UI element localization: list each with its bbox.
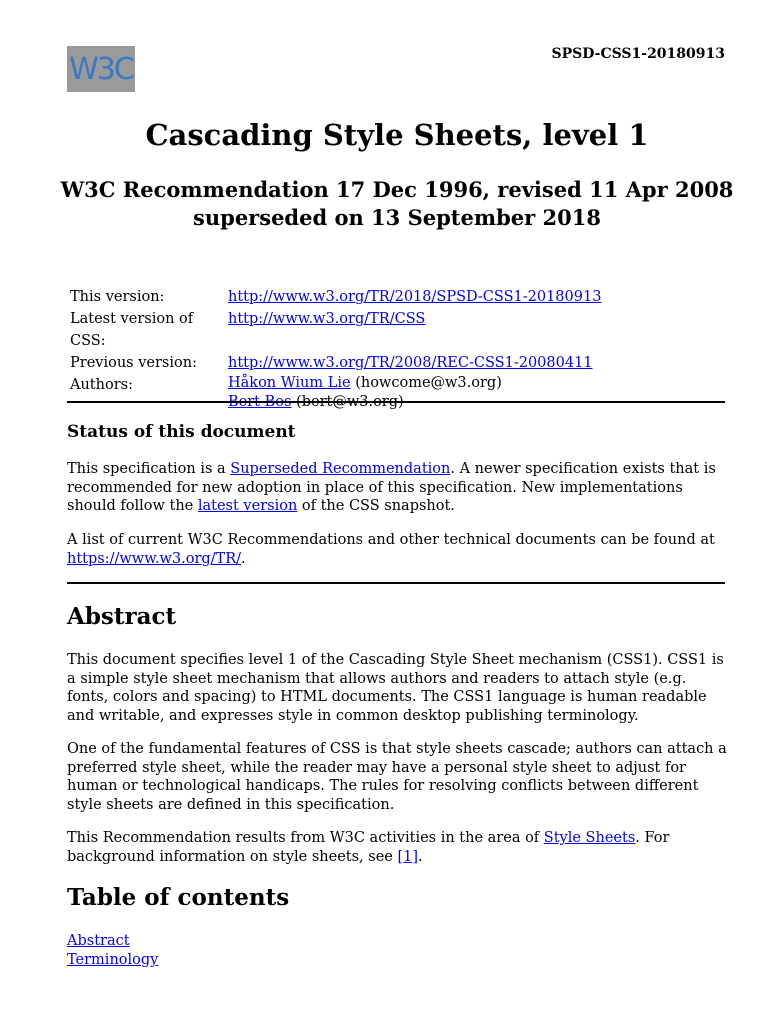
- divider: [67, 401, 725, 403]
- w3c-logo[interactable]: [67, 46, 135, 92]
- subtitle-line-1: W3C Recommendation 17 Dec 1996, revised 11 Apr 2008: [60, 177, 734, 202]
- version-info-table: [70, 286, 605, 412]
- abstract-paragraph-3: [67, 829, 727, 866]
- w3c-logo-text: W3C: [69, 51, 133, 87]
- document-id: SPSD-CSS1-20180913: [551, 46, 725, 62]
- status-text: of the CSS snapshot.: [297, 498, 455, 514]
- abstract-text: This Recommendation results from W3C activities in the area of: [67, 830, 544, 846]
- author-link-bos[interactable]: Bert Bos: [228, 394, 292, 410]
- toc-list: [67, 932, 158, 970]
- author-email: (bert@w3.org): [296, 394, 404, 410]
- page-title: Cascading Style Sheets, level 1: [145, 118, 649, 152]
- w3c-tr-link[interactable]: https://www.w3.org/TR/: [67, 550, 242, 567]
- status-text: This specification is a: [67, 461, 231, 477]
- reference-1-link[interactable]: [1]: [397, 848, 419, 865]
- this-version-row: [70, 286, 605, 308]
- author-link-lie[interactable]: Håkon Wium Lie: [228, 375, 351, 391]
- author-email: (howcome@w3.org): [355, 375, 502, 391]
- status-text: . A newer specification exists that is recommended for new adoption in place of this specification. New implementations should follow the: [67, 461, 716, 514]
- status-paragraph-2: [67, 531, 727, 568]
- style-sheets-link[interactable]: Style Sheets: [543, 830, 636, 846]
- latest-version-label: Latest version of CSS:: [70, 311, 194, 349]
- toc-item-abstract[interactable]: Abstract: [67, 933, 130, 949]
- abstract-paragraph-2: One of the fundamental features of CSS is that style sheets cascade; authors can attach a preferred style sheet, while the reader may have a personal style sheet to adjust for human or technological handicaps. The rules for resolving conflicts between different style sheets are defined in this specification.: [67, 741, 727, 813]
- divider: [67, 582, 725, 584]
- previous-version-link[interactable]: http://www.w3.org/TR/2008/REC-CSS1-20080411: [228, 355, 593, 371]
- this-version-label: This version:: [70, 289, 165, 305]
- authors-label: Authors:: [70, 377, 133, 393]
- previous-version-row: [70, 352, 605, 374]
- superseded-recommendation-link[interactable]: Superseded Recommendation: [230, 461, 451, 477]
- previous-version-label: Previous version:: [70, 355, 197, 371]
- authors-row: [70, 374, 605, 412]
- author-entry: [228, 374, 601, 393]
- toc-item-terminology[interactable]: Terminology: [67, 952, 159, 968]
- status-heading: Status of this document: [67, 422, 296, 442]
- abstract-text: . For background information on style sheets, see: [67, 830, 670, 865]
- latest-version-row: [70, 308, 605, 352]
- status-text: .: [241, 550, 246, 567]
- status-paragraph-1: [67, 460, 727, 516]
- subtitle-line-2: superseded on 13 September 2018: [193, 205, 601, 230]
- status-text: A list of current W3C Recommendations and other technical documents can be found at: [67, 532, 715, 548]
- abstract-text: .: [418, 848, 423, 865]
- page-subtitle: [0, 176, 768, 232]
- abstract-paragraph-1: This document specifies level 1 of the Cascading Style Sheet mechanism (CSS1). CSS1 is a simple style sheet mechanism that allows authors and readers to attach style (e.g. fonts, colors and spacing) to HTML documents. The CSS1 language is human readable and writable, and expresses style in common desktop publishing terminology.: [67, 652, 724, 724]
- toc-heading: Table of contents: [67, 884, 290, 911]
- this-version-link[interactable]: http://www.w3.org/TR/2018/SPSD-CSS1-20180913: [228, 289, 602, 305]
- latest-version-snapshot-link[interactable]: latest version: [197, 498, 298, 514]
- latest-version-link[interactable]: http://www.w3.org/TR/CSS: [228, 311, 426, 327]
- abstract-heading: Abstract: [67, 603, 177, 630]
